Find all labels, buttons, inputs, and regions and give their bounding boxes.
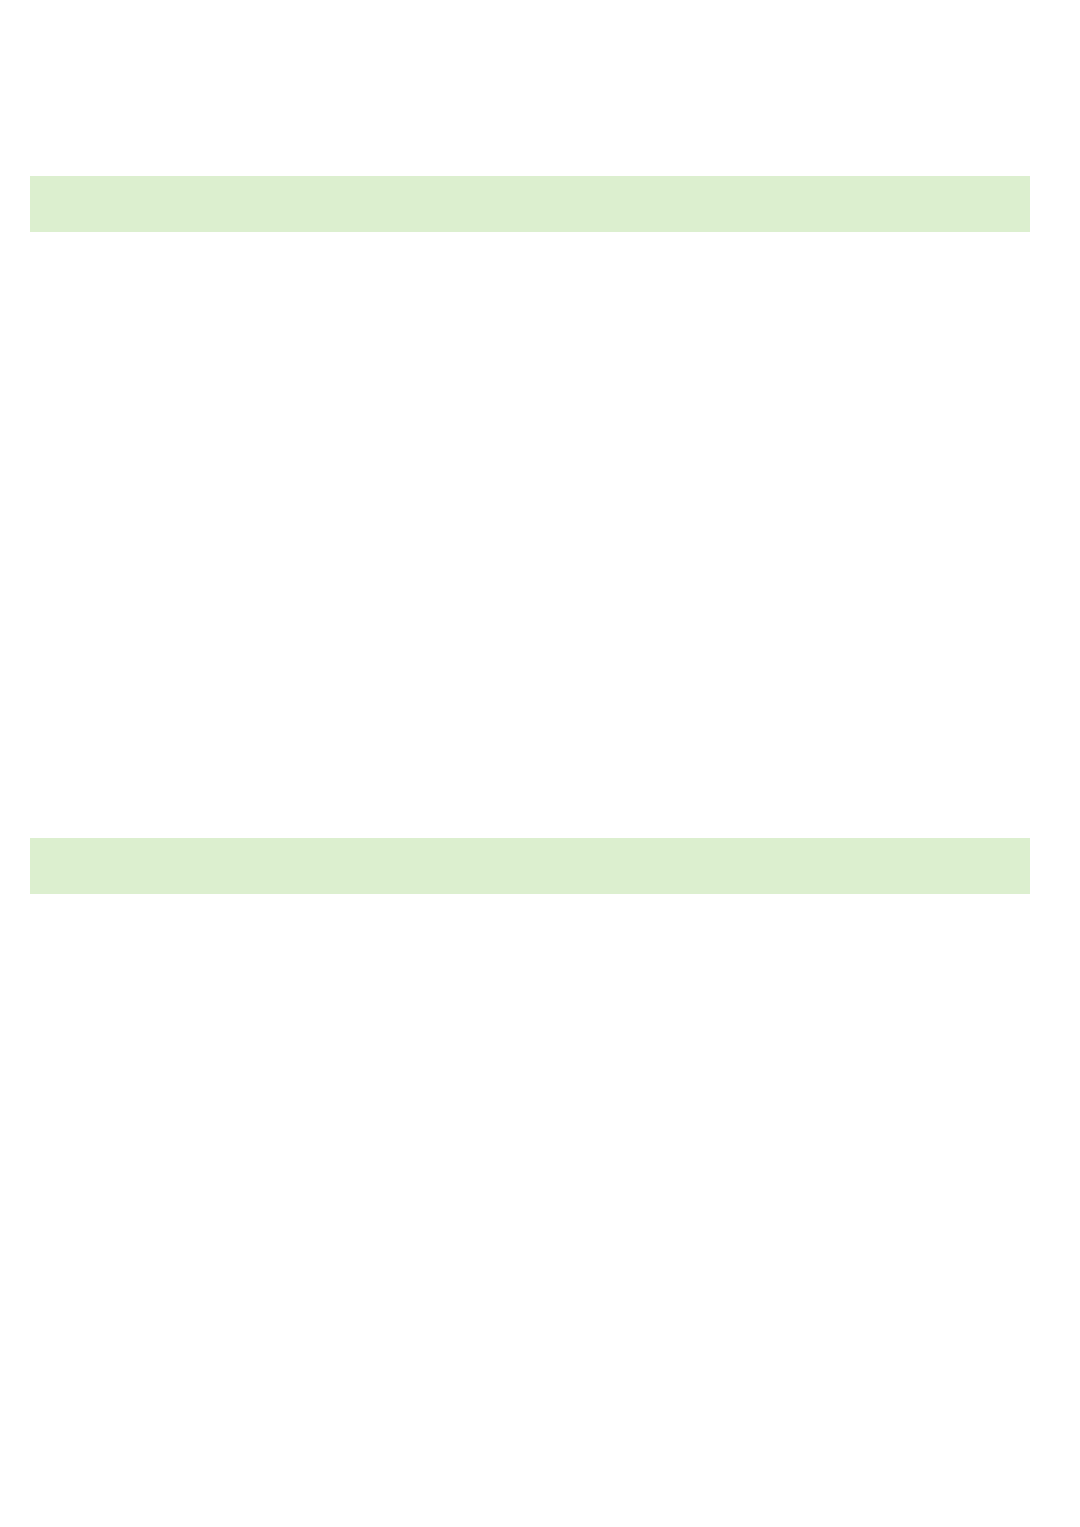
- lesson-6-banner: [30, 838, 1030, 894]
- lesson-5-banner: [30, 176, 1030, 232]
